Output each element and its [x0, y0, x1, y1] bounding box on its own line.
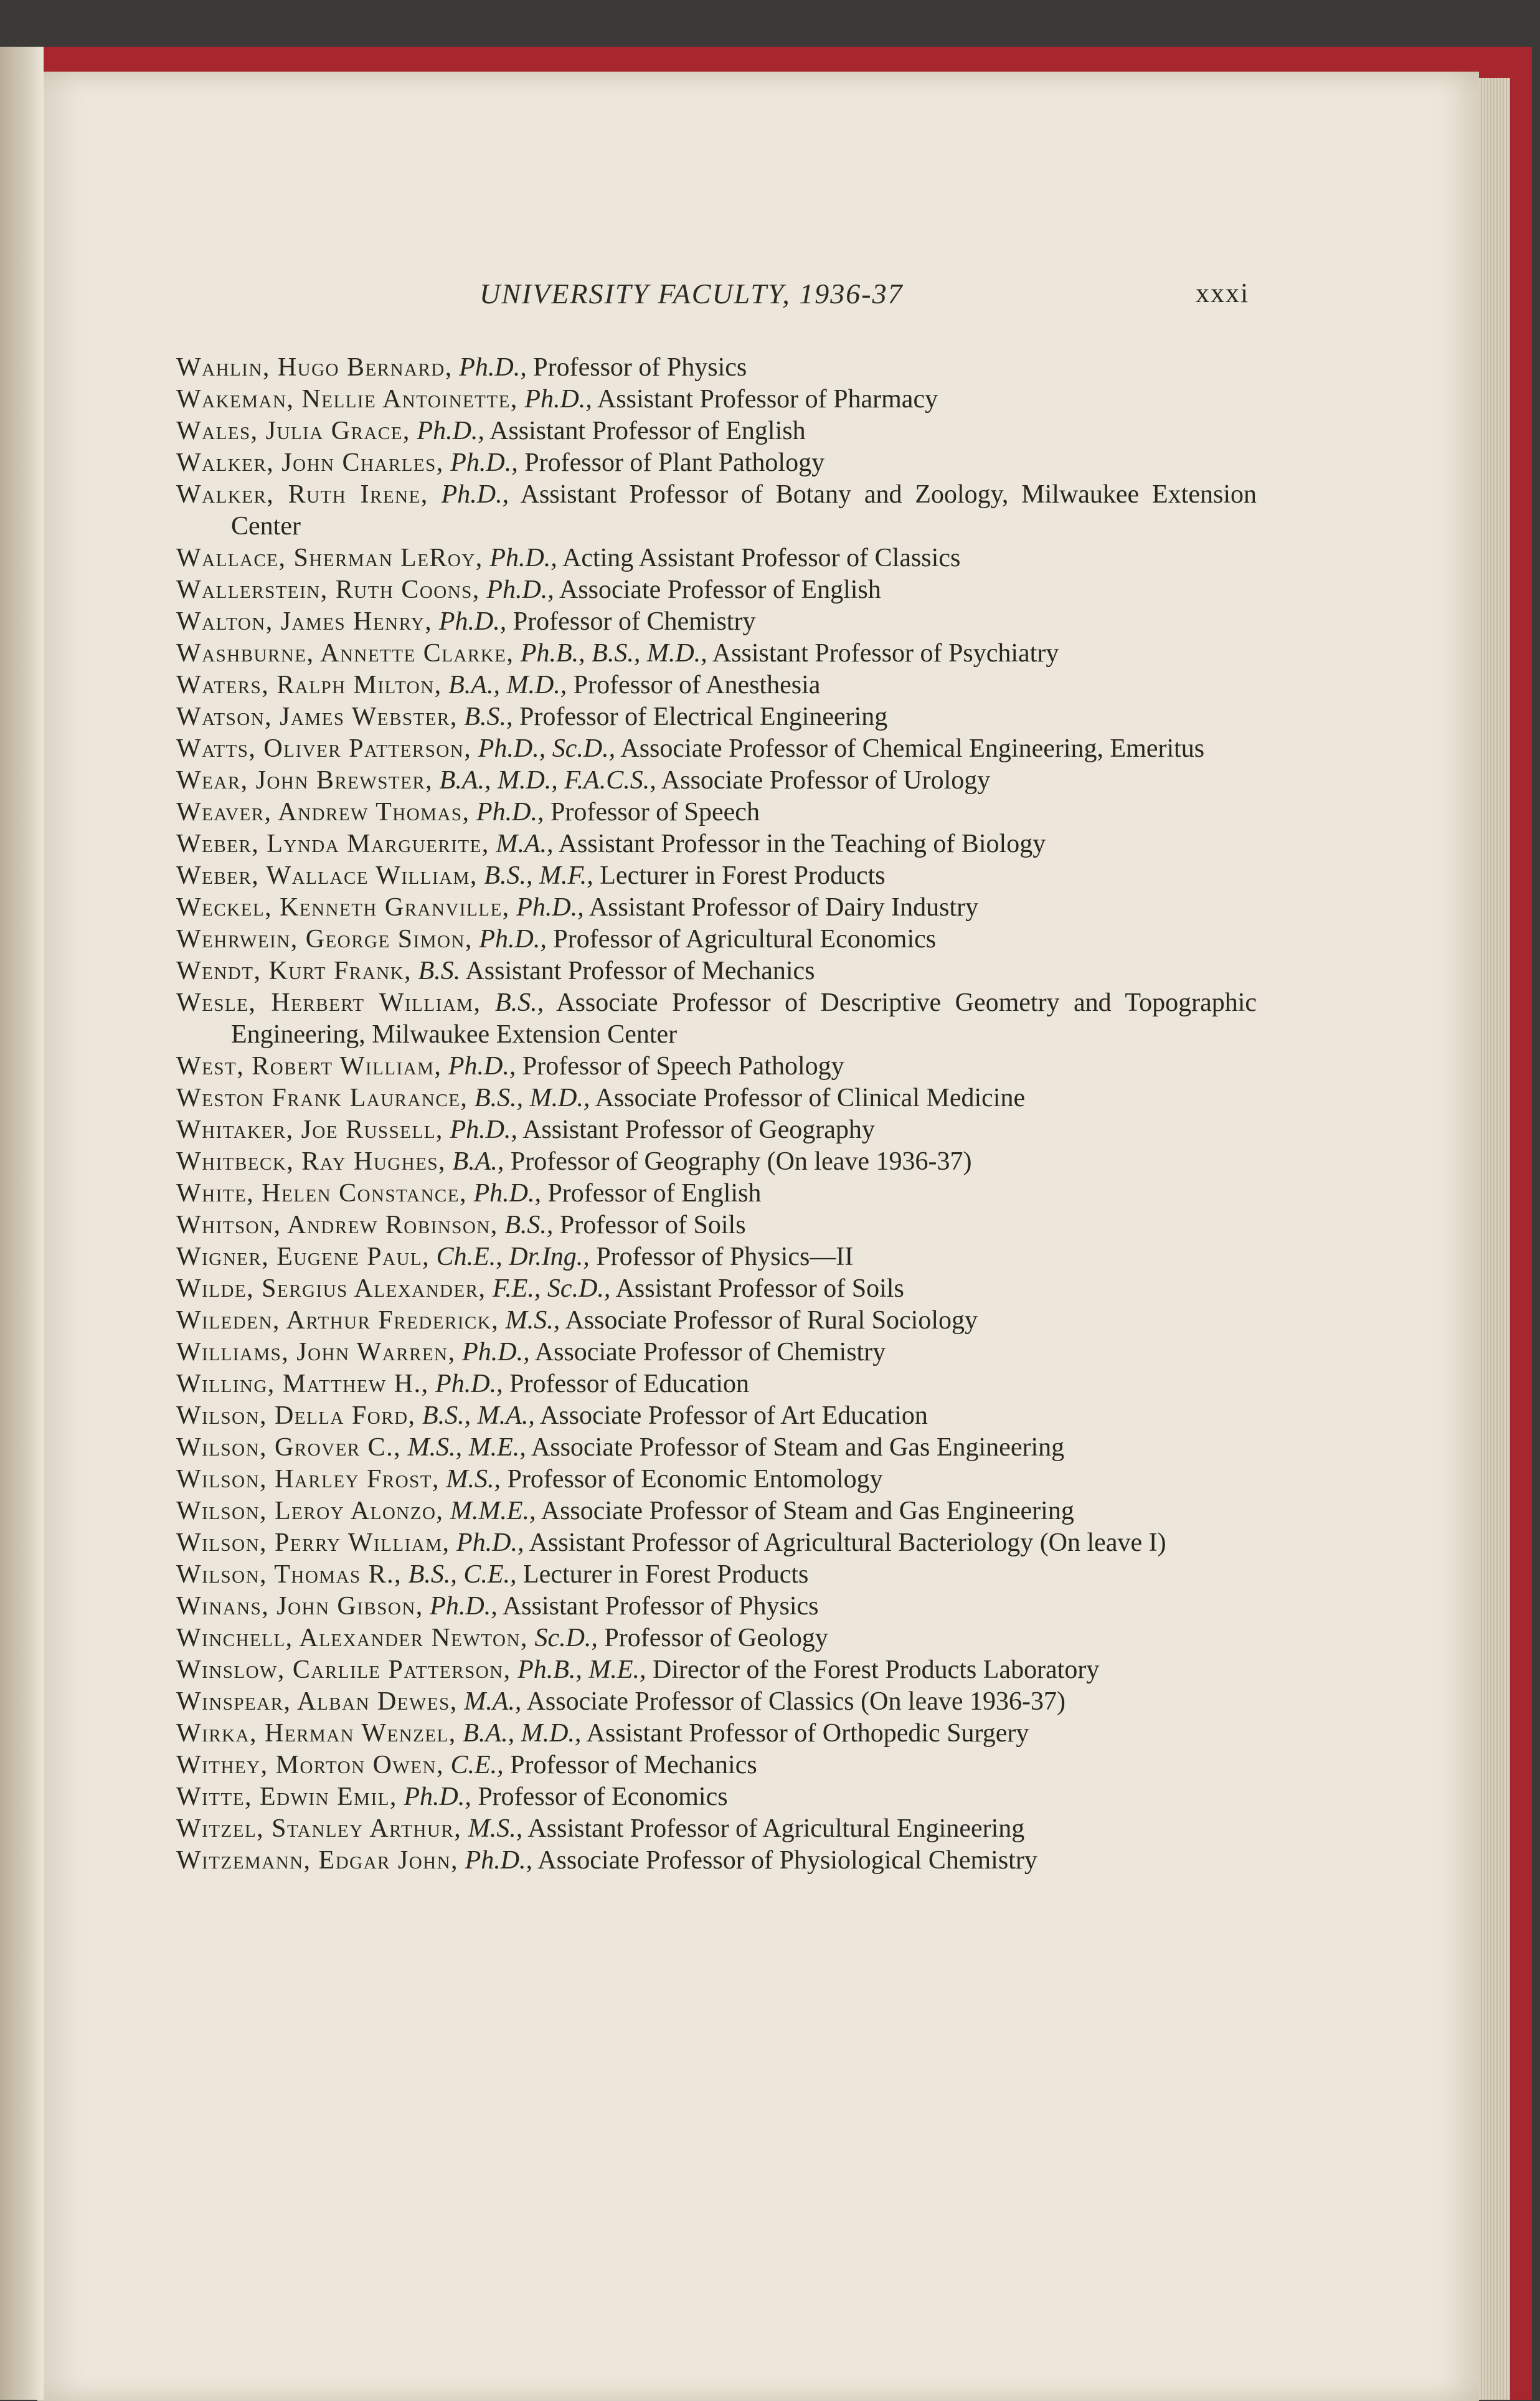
faculty-title: Professor of Chemistry: [513, 607, 756, 636]
faculty-name: Wendt, Kurt Frank,: [176, 957, 412, 985]
faculty-entry: [176, 670, 1257, 701]
faculty-title: Assistant Professor in the Teaching of Biology: [558, 830, 1046, 858]
faculty-degrees: B.S., M.D.,: [474, 1084, 590, 1112]
faculty-entry: [176, 1241, 1257, 1273]
faculty-degrees: B.A., M.D.,: [463, 1719, 582, 1748]
faculty-name: Winchell, Alexander Newton,: [176, 1624, 528, 1652]
faculty-name: Wilson, Perry William,: [176, 1528, 450, 1557]
faculty-name: Willing, Matthew H.,: [176, 1370, 429, 1398]
faculty-title: Professor of Agricultural Economics: [553, 925, 937, 954]
faculty-name: Whitson, Andrew Robinson,: [176, 1211, 498, 1239]
faculty-entry: [176, 1622, 1257, 1654]
faculty-name: Weber, Lynda Marguerite,: [176, 830, 489, 858]
faculty-degrees: M.S., M.E.,: [407, 1433, 526, 1462]
faculty-title: Assistant Professor of Physics: [502, 1592, 819, 1621]
faculty-title: Assistant Professor of Psychiatry: [712, 639, 1059, 668]
faculty-degrees: M.S.,: [505, 1306, 560, 1335]
faculty-title: Associate Professor of Physiological Chemistry: [537, 1846, 1037, 1875]
faculty-name: Wilson, Harley Frost,: [176, 1465, 440, 1494]
faculty-name: West, Robert William,: [176, 1052, 442, 1081]
faculty-title: Lecturer in Forest Products: [600, 861, 886, 890]
faculty-title: Professor of Economics: [478, 1783, 728, 1811]
faculty-degrees: F.E., Sc.D.,: [493, 1274, 611, 1303]
faculty-entry: [176, 924, 1257, 955]
faculty-entry: [176, 1432, 1257, 1464]
faculty-name: Wehrwein, George Simon,: [176, 925, 473, 954]
faculty-degrees: B.S., C.E.,: [408, 1560, 517, 1589]
faculty-title: Professor of Soils: [559, 1211, 746, 1239]
faculty-name: White, Helen Constance,: [176, 1179, 467, 1208]
faculty-name: Witte, Edwin Emil,: [176, 1783, 397, 1811]
faculty-entry: [176, 1273, 1257, 1305]
faculty-title: Professor of Plant Pathology: [524, 448, 825, 477]
faculty-title: Assistant Professor of Agricultural Bacteriology (On leave I): [529, 1528, 1166, 1557]
faculty-entry: [176, 1750, 1257, 1781]
faculty-name: Wileden, Arthur Frederick,: [176, 1306, 499, 1335]
faculty-entry: [176, 479, 1257, 542]
faculty-title: Director of the Forest Products Laboratory: [653, 1655, 1100, 1684]
faculty-entry: [176, 733, 1257, 765]
faculty-entry: [176, 1337, 1257, 1368]
faculty-name: Watson, James Webster,: [176, 703, 458, 731]
faculty-title: Lecturer in Forest Products: [523, 1560, 809, 1589]
faculty-title: Assistant Professor of Botany and Zoology, Milwaukee Extension Center: [231, 480, 1257, 541]
faculty-entry: [176, 1210, 1257, 1241]
faculty-name: Winspear, Alban Dewes,: [176, 1687, 458, 1716]
faculty-title: Associate Professor of Chemical Engineering, Emeritus: [620, 734, 1205, 763]
faculty-degrees: B.A.,: [452, 1147, 504, 1176]
faculty-degrees: Ph.D.,: [435, 1370, 503, 1398]
faculty-entry: [176, 638, 1257, 670]
faculty-name: Wilson, Leroy Alonzo,: [176, 1497, 444, 1525]
faculty-entry: [176, 1114, 1257, 1146]
page-header: [0, 277, 1540, 321]
faculty-name: Washburne, Annette Clarke,: [176, 639, 514, 668]
faculty-entry: [176, 1495, 1257, 1527]
faculty-entry: [176, 352, 1257, 384]
faculty-entry: [176, 384, 1257, 415]
faculty-title: Professor of Electrical Engineering: [519, 703, 888, 731]
faculty-name: Wallace, Sherman LeRoy,: [176, 544, 483, 572]
faculty-entry: [176, 1368, 1257, 1400]
faculty-entry: [176, 892, 1257, 924]
faculty-entry: [176, 1082, 1257, 1114]
faculty-entry: [176, 955, 1257, 987]
faculty-degrees: M.S.,: [446, 1465, 501, 1494]
faculty-name: Wilson, Grover C.,: [176, 1433, 402, 1462]
faculty-degrees: Ch.E., Dr.Ing.,: [436, 1243, 590, 1271]
faculty-name: Wakeman, Nellie Antoinette,: [176, 385, 518, 414]
faculty-name: Winslow, Carlile Patterson,: [176, 1655, 511, 1684]
faculty-degrees: M.A.,: [464, 1687, 522, 1716]
faculty-degrees: Ph.D.,: [476, 798, 544, 826]
faculty-name: Wilson, Della Ford,: [176, 1401, 416, 1430]
faculty-name: Walker, Ruth Irene,: [176, 480, 428, 509]
faculty-degrees: Ph.D.,: [516, 893, 584, 922]
faculty-degrees: Ph.D.,: [456, 1528, 524, 1557]
faculty-entry: [176, 542, 1257, 574]
faculty-entry: [176, 1305, 1257, 1337]
faculty-title: Associate Professor of Classics (On leave 1936-37): [526, 1687, 1066, 1716]
faculty-entry: [176, 1400, 1257, 1432]
faculty-title: Professor of Education: [509, 1370, 750, 1398]
faculty-name: Williams, John Warren,: [176, 1338, 456, 1366]
faculty-degrees: Ph.D.,: [448, 1052, 516, 1081]
faculty-entry: [176, 1146, 1257, 1178]
faculty-degrees: Ph.D.,: [489, 544, 557, 572]
faculty-name: Wilson, Thomas R.,: [176, 1560, 402, 1589]
faculty-entry: [176, 415, 1257, 447]
faculty-name: Wales, Julia Grace,: [176, 417, 410, 445]
faculty-title: Professor of Geography (On leave 1936-37): [510, 1147, 972, 1176]
faculty-entry: [176, 1464, 1257, 1495]
faculty-title: Associate Professor of Steam and Gas Engineering: [531, 1433, 1065, 1462]
faculty-title: Associate Professor of Urology: [661, 766, 991, 795]
faculty-degrees: Ph.D.,: [417, 417, 484, 445]
faculty-name: Weckel, Kenneth Granville,: [176, 893, 510, 922]
faculty-entry: [176, 1559, 1257, 1591]
faculty-degrees: Ph.D., Sc.D.,: [478, 734, 616, 763]
faculty-name: Wahlin, Hugo Bernard,: [176, 353, 453, 382]
faculty-degrees: Sc.D.,: [534, 1624, 598, 1652]
faculty-title: Associate Professor of Descriptive Geometry and Topographic Engineering, Milwaukee Extension Center: [231, 988, 1257, 1049]
faculty-degrees: B.A., M.D., F.A.C.S.,: [439, 766, 656, 795]
faculty-degrees: B.S., M.F.,: [484, 861, 593, 890]
faculty-entry: [176, 1845, 1257, 1877]
faculty-degrees: Ph.D.,: [450, 1115, 517, 1144]
faculty-entry: [176, 1178, 1257, 1210]
faculty-degrees: M.A.,: [496, 830, 554, 858]
faculty-title: Professor of Speech Pathology: [522, 1052, 844, 1081]
faculty-entry: [176, 1813, 1257, 1845]
faculty-degrees: B.S.,: [494, 988, 544, 1017]
faculty-title: Professor of English: [547, 1179, 762, 1208]
faculty-degrees: Ph.B., B.S., M.D.,: [520, 639, 707, 668]
faculty-entry: [176, 987, 1257, 1051]
faculty-name: Waters, Ralph Milton,: [176, 671, 442, 699]
faculty-title: Assistant Professor of English: [489, 417, 806, 445]
faculty-name: Walker, John Charles,: [176, 448, 444, 477]
faculty-name: Wirka, Herman Wenzel,: [176, 1719, 456, 1748]
faculty-title: Assistant Professor of Mechanics: [465, 957, 815, 985]
faculty-title: Professor of Economic Entomology: [507, 1465, 883, 1494]
faculty-title: Professor of Mechanics: [510, 1751, 757, 1779]
faculty-entry: [176, 1718, 1257, 1750]
faculty-name: Witzel, Stanley Arthur,: [176, 1814, 462, 1843]
faculty-entry: [176, 701, 1257, 733]
faculty-entry: [176, 860, 1257, 892]
faculty-entry: [176, 1527, 1257, 1559]
faculty-degrees: Ph.D.,: [479, 925, 547, 954]
faculty-degrees: B.S.,: [504, 1211, 554, 1239]
faculty-name: Whitbeck, Ray Hughes,: [176, 1147, 446, 1176]
faculty-degrees: M.M.E.,: [450, 1497, 536, 1525]
faculty-degrees: Ph.D.,: [430, 1592, 498, 1621]
faculty-name: Winans, John Gibson,: [176, 1592, 423, 1621]
faculty-entry: [176, 828, 1257, 860]
faculty-degrees: Ph.B., M.E.,: [517, 1655, 646, 1684]
faculty-degrees: M.S.,: [468, 1814, 523, 1843]
faculty-entry: [176, 765, 1257, 797]
faculty-entry: [176, 1781, 1257, 1813]
faculty-title: Assistant Professor of Orthopedic Surgery: [586, 1719, 1029, 1748]
faculty-title: Associate Professor of English: [559, 575, 881, 604]
faculty-title: Assistant Professor of Agricultural Engineering: [527, 1814, 1025, 1843]
page-number: xxxi: [1196, 278, 1250, 308]
faculty-degrees: B.S.: [418, 957, 461, 985]
faculty-name: Wear, John Brewster,: [176, 766, 433, 795]
faculty-name: Weston Frank Laurance,: [176, 1084, 468, 1112]
faculty-name: Wigner, Eugene Paul,: [176, 1243, 430, 1271]
faculty-degrees: Ph.D.,: [462, 1338, 530, 1366]
faculty-name: Weber, Wallace William,: [176, 861, 478, 890]
faculty-degrees: C.E.,: [450, 1751, 504, 1779]
faculty-title: Assistant Professor of Pharmacy: [597, 385, 938, 414]
faculty-degrees: Ph.D.,: [473, 1179, 541, 1208]
running-title: UNIVERSITY FACULTY, 1936-37: [479, 278, 904, 310]
faculty-entry: [176, 1654, 1257, 1686]
faculty-entry: [176, 447, 1257, 479]
faculty-title: Professor of Geology: [604, 1624, 828, 1652]
faculty-title: Professor of Physics—II: [596, 1243, 854, 1271]
faculty-title: Assistant Professor of Dairy Industry: [588, 893, 979, 922]
faculty-degrees: Ph.D.,: [450, 448, 518, 477]
faculty-name: Whitaker, Joe Russell,: [176, 1115, 443, 1144]
faculty-name: Weaver, Andrew Thomas,: [176, 798, 470, 826]
faculty-degrees: B.S.,: [464, 703, 513, 731]
page-gutter: [0, 47, 44, 2400]
faculty-degrees: Ph.D.,: [524, 385, 592, 414]
faculty-entry: [176, 1051, 1257, 1082]
faculty-entry: [176, 606, 1257, 638]
faculty-degrees: Ph.D.,: [465, 1846, 533, 1875]
faculty-name: Witzemann, Edgar John,: [176, 1846, 459, 1875]
page-edges: [1479, 78, 1510, 2400]
faculty-title: Associate Professor of Clinical Medicine: [595, 1084, 1026, 1112]
faculty-title: Associate Professor of Chemistry: [534, 1338, 886, 1366]
faculty-title: Assistant Professor of Geography: [522, 1115, 875, 1144]
faculty-entry: [176, 574, 1257, 606]
faculty-title: Assistant Professor of Soils: [615, 1274, 904, 1303]
faculty-degrees: B.S., M.A.,: [422, 1401, 535, 1430]
faculty-name: Wilde, Sergius Alexander,: [176, 1274, 486, 1303]
faculty-list: [176, 352, 1257, 1877]
faculty-degrees: Ph.D.,: [438, 607, 507, 636]
faculty-entry: [176, 797, 1257, 828]
faculty-title: Professor of Anesthesia: [573, 671, 821, 699]
faculty-entry: [176, 1591, 1257, 1622]
faculty-title: Professor of Physics: [533, 353, 747, 382]
faculty-degrees: Ph.D.,: [441, 480, 509, 509]
faculty-degrees: Ph.D.,: [404, 1783, 471, 1811]
faculty-name: Watts, Oliver Patterson,: [176, 734, 472, 763]
faculty-title: Associate Professor of Art Education: [540, 1401, 928, 1430]
faculty-name: Wallerstein, Ruth Coons,: [176, 575, 480, 604]
faculty-title: Associate Professor of Rural Sociology: [565, 1306, 978, 1335]
faculty-degrees: Ph.D.,: [486, 575, 554, 604]
faculty-title: Professor of Speech: [550, 798, 760, 826]
faculty-name: Withey, Morton Owen,: [176, 1751, 444, 1779]
faculty-title: Associate Professor of Steam and Gas Engineering: [541, 1497, 1074, 1525]
faculty-title: Acting Assistant Professor of Classics: [562, 544, 961, 572]
faculty-name: Walton, James Henry,: [176, 607, 433, 636]
faculty-entry: [176, 1686, 1257, 1718]
faculty-degrees: B.A., M.D.,: [448, 671, 567, 699]
faculty-degrees: Ph.D.,: [459, 353, 527, 382]
faculty-name: Wesle, Herbert William,: [176, 988, 481, 1017]
